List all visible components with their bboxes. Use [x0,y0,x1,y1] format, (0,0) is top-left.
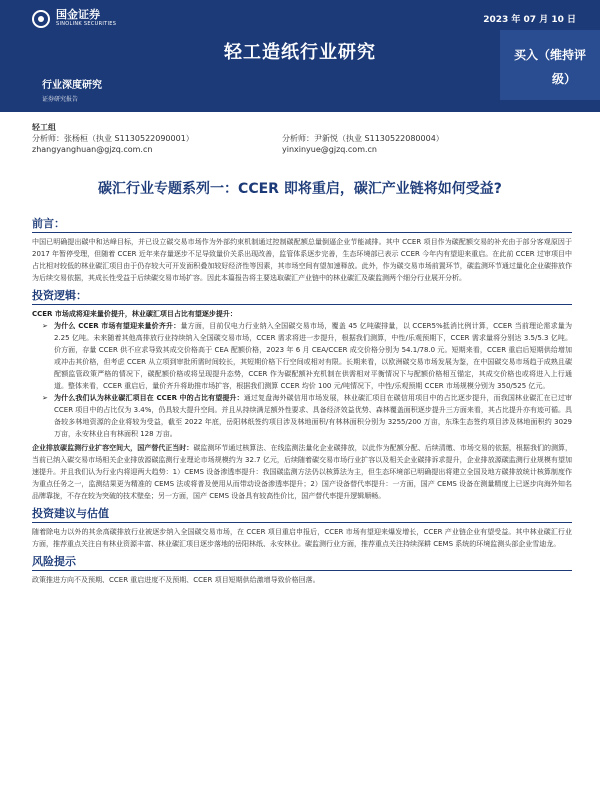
bullet-1-text: 量方面，目前仅电力行业纳入全国碳交易市场，覆盖 45 亿吨碳排量，以 CCER5%抵消比例计算，CCER 当前理论需求量为 2.25 亿吨。未来随着其他高排放行业持续纳入全国碳交易市场，CCER 需求将进一步提升，根据我们测算，中性/乐观预期下，CCER 需求量将分别达 3.5/5.3 亿吨。价方面，存量 CCER 供不应求导致其成交价格高于 CEA 配额价格，2023 年 6 月 CEA/CCER 成交价格分别为 54.1/78.0 元。短期来看，CCER 重启后短期供给增加或冲击其价格，但考虑 CCER 从立项到审批所需时间较长，其短期价格下行空间或相对有限。长期来看，以欧洲碳交易市场发展为鉴，在中国碳交易市场趋于成熟且碳配额监管政策严格的情况下，碳配额价格或将呈现提升态势，CCER 作为碳配额补充机制在供需相对平衡情况下与配额价格相互锚定，其成交价格也或将进入上行通道。整体来看，CCER 重启后，量价齐升将助推市场扩容，根据我们测算 CCER 均价 100 元/吨情况下，中性/乐观预期 CCER 市场规模分别为 350/525 亿元。 [54,322,572,390]
bullet-2-heading: 为什么我们认为林业碳汇项目在 CCER 中的占比有望提升： [54,394,244,402]
rating-box [500,30,600,100]
rating-line1: 买入（维持评 [514,48,587,62]
bullet-1-heading: 为什么 CCER 市场有望迎来量价齐升： [54,322,181,330]
advice-text: 随着除电力以外的其余高碳排放行业被逐步纳入全国碳交易市场，在 CCER 项目重启申报后，CCER 市场有望迎来爆发增长，CCER 产业链企业有望受益。其中林业碳汇行业方面，推荐重点关注自有林业资源丰富、林业碳汇项目逐步落地的岳阳林纸、永安林业。碳监测行业方面，推荐重点关注持续深耕 CEMS 系统的环境监测头部企业雪迪龙。 [32,528,572,548]
analyst-2: 分析师：尹新悦（执业 S1130522080004） [282,134,444,143]
article-title: 碳汇行业专题系列一：CCER 即将重启，碳汇产业链将如何受益? [98,181,502,197]
bullet-ccer-volume-price [32,320,572,392]
preface-heading: 前言： [32,215,572,233]
analyst-2-email[interactable]: yinxinyue@gjzq.com.cn [282,145,377,154]
carbon-monitoring-text: 碳监测环节通过核算法、在线监测法量化企业碳排放，以此作为配额分配、后续清缴、市场交易的依据，根据我们的测算，当前已纳入碳交易市场相关企业排放源碳监测行业理论市场规模约为 32.7 亿元，后续随着碳交易市场行业扩容以及相关企业碳排诉求提升，企业排放源碳监测行业规模有望加速提升。并且我们认为行业内将迎两大趋势：1）CEMS 设备渗透率提升：我国碳监测方法仍以核算法为主，但生态环境部已明确提出将建立全国及地方碳排放统计核算制度作为重点任务之一，监测结果更为精准的 CEMS 法或将普及使用从而带动设备渗透率提升；2）国产设备替代率提升：一方面，国产 CEMS 设备在测量精度上已逐步向海外知名品牌靠拢，不存在较为突破的技术壁垒；另一方面，国产 CEMS 设备具有较高性价比，国产替代率提升逻辑顺畅。 [32,444,573,500]
sector-label: 轻工组 [32,123,56,132]
bullet-2-text: 通过复盘海外碳信用市场发展，林业碳汇项目在碳信用项目中的占比逐步提升，而我国林业碳汇在已过审 CCER 项目中的占比仅为 3.4%，仍具较大提升空间。并且从持续满足额外性要求、具备经济效益优势、森林覆盖面积逐步提升三方面来看，其占比提升亦有迹可循。具备较多林地资源的企业将较为受益，截至 2022 年底，岳阳林纸签约项目涉及林地面积/有林林面积分别为 3255/200 万亩，东珠生态签约项目涉及林地面积约 3029 万亩，永安林业自有林面积 128 万亩。 [54,394,572,438]
risk-heading: 风险提示 [32,553,572,571]
logo-en-text: SINOLINK SECURITIES [56,21,117,27]
company-logo [32,9,116,28]
preface-text: 中国已明确提出碳中和达峰目标，并已设立碳交易市场作为外部约束机制通过控制碳配额总量倒逼企业节能减排。其中 CCER 项目作为碳配额交易的补充由于部分客观原因于 2017 年暂停受理，但随着 CCER 近年来存量逐步不足导致量价关系出现改善，监管体系逐步完善，生态环境部已表示 CCER 今年内有望迎来重启。在此前 CCER 过审项目中占比相对较低的林业碳汇项目由于仍存较大可开发面积叠加较好经济性等因素，其市场空间有望加速释放。此外，作为碳交易市场前置环节，碳监测环节通过量化企业碳排放作为后续交易依据，其成长性受益于后续碳交易市场扩容。因此本篇报告将主要选取碳汇产业链中的林业碳汇及碳监测两个细分行业展开分析。 [32,238,572,282]
analyst-info [32,122,572,155]
report-body [32,212,572,586]
logo-mark-icon [32,10,50,28]
risk-text: 政策推进方向不及预期、CCER 重启进度不及预期、CCER 项目短期供给激增导致价格回落。 [32,576,320,584]
logic-heading: 投资逻辑： [32,287,572,305]
analyst-1-email[interactable]: zhangyanghuan@gjzq.com.cn [32,145,153,154]
report-header [0,0,600,112]
carbon-monitoring-paragraph [32,442,572,502]
logic-subheading-2: 企业排放碳监测行业扩容空间大，国产替代正当时： [32,444,194,452]
report-title: 轻工造纸行业研究 [224,42,376,63]
bullet-forestry-share [32,392,572,440]
logo-cn-text: 国金证券 [56,8,100,21]
advice-heading: 投资建议与估值 [32,505,572,523]
report-category: 证券研究报告 [42,96,79,103]
report-type: 行业深度研究 [42,80,102,91]
report-date: 2023 年 07 月 10 日 [483,15,576,25]
logic-subheading-1: CCER 市场成将迎来量价提升，林业碳汇项目占比有望逐步提升： [32,310,237,318]
rating-line2: 级） [552,72,577,86]
analyst-1: 分析师：张杨桓（执业 S1130522090001） [32,134,194,143]
